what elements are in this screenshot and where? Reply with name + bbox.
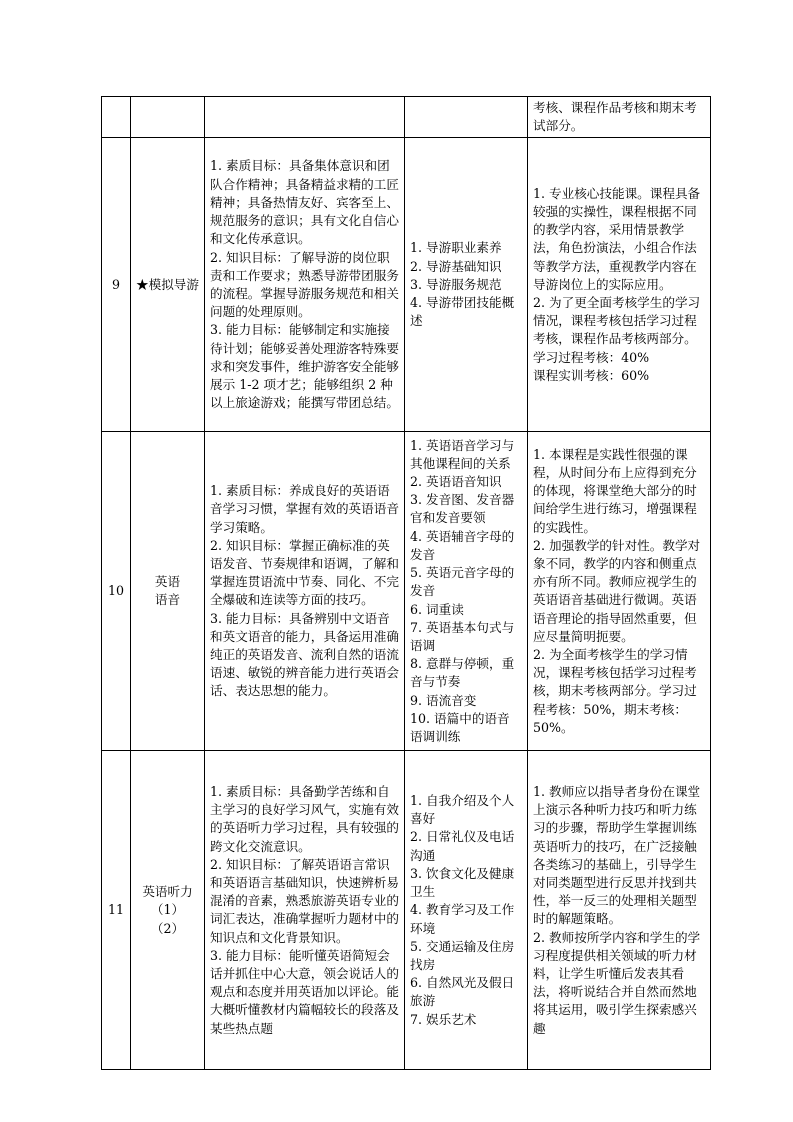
row-number-text: 11 <box>107 902 125 918</box>
course-name-line: （2） <box>150 920 185 936</box>
row-number-cell <box>102 751 131 1070</box>
teaching-requirements-line: 2. 教师按所学内容和学生的学习程度提供相关领域的听力材料，让学生听懂后发表其看法，将听说结合并自然而然地将其运用，吸引学生探索感兴趣 <box>533 929 701 1036</box>
teaching-requirements-cell <box>528 432 711 751</box>
table-row <box>102 97 711 138</box>
course-name-line: 英语听力 <box>142 884 193 900</box>
course-content-line: 10. 语篇中的语音语调训练 <box>410 710 510 744</box>
teaching-requirements-line: 1. 专业核心技能课。课程具备较强的实操性，课程根据不同的教学内容，采用情景教学法，角色扮演法，小组合作法等教学方法，重视教学内容在导游岗位上的实际应用。 <box>533 185 701 292</box>
course-content-line: 4. 英语辅音字母的发音 <box>410 528 515 562</box>
course-table <box>101 96 711 1070</box>
teaching-requirements-line: 1. 本课程是实践性很强的课程，从时间分布上应得到充分的体现，将课堂绝大部分的时间给学生进行练习，增强课程的实践性。 <box>533 446 697 535</box>
course-content-cell <box>405 97 528 138</box>
row-number-cell <box>102 432 131 751</box>
course-content-line: 4. 导游带团技能概述 <box>410 295 515 329</box>
course-objectives-line: 1. 素质目标：具备集体意识和团队合作精神；具备精益求精的工匠精神；具备热情友好、宾客至上、规范服务的意识；具有文化自信心和文化传承意识。 <box>210 158 399 247</box>
teaching-requirements-cell <box>528 97 711 138</box>
row-number-cell <box>102 138 131 432</box>
course-content-line: 7. 英语基本句式与语调 <box>410 619 515 653</box>
teaching-requirements-line: 2. 为全面考核学生的学习情况，课程考核包括学习过程考核，期末考核两部分。学习过程考核：50%，期末考核：50%。 <box>533 647 697 735</box>
course-objectives-cell <box>205 138 405 432</box>
course-content-line: 6. 自然风光及假日旅游 <box>410 975 515 1009</box>
teaching-requirements-cell <box>528 751 711 1070</box>
course-content-cell <box>405 138 528 432</box>
course-content-line: 1. 英语语音学习与其他课程间的关系 <box>410 437 515 471</box>
course-objectives-line: 2. 知识目标：了解英语语言常识和英语语言基础知识，快速辨析易混淆的音素，熟悉旅游英语专业的词汇表达，准确掌握听力题材中的知识点和文化背景知识。 <box>210 856 399 945</box>
table-row <box>102 138 711 432</box>
course-objectives-line: 2. 知识目标：了解导游的岗位职责和工作要求；熟悉导游带团服务的流程。掌握导游服务规范和相关问题的处理原则。 <box>210 249 399 320</box>
teaching-requirements-line: 1. 教师应以指导者身份在课堂上演示各种听力技巧和听力练习的步骤，帮助学生掌握训练英语听力的技巧，在广泛接触各类练习的基础上，引导学生对同类题型进行反思并找到共性，举一反三的处理相关题型时的解题策略。 <box>533 783 701 927</box>
course-name-line: 语音 <box>154 592 181 608</box>
course-content-line: 5. 交通运输及住房找房 <box>410 938 515 972</box>
row-number-cell <box>102 97 131 138</box>
course-objectives-cell <box>205 97 405 138</box>
table-row <box>102 751 711 1070</box>
course-content-line: 7. 娱乐艺术 <box>410 1011 477 1027</box>
course-content-line: 2. 英语语音知识 <box>410 474 502 490</box>
course-content-line: 3. 导游服务规范 <box>410 276 502 292</box>
course-content-line: 2. 导游基础知识 <box>410 258 502 274</box>
row-number-text: 10 <box>107 583 125 599</box>
teaching-requirements-line: 2. 为了更全面考核学生的学习情况，课程考核包括学习过程考核，课程作品考核两部分。学习过程考核：40% <box>533 295 701 365</box>
course-content-cell <box>405 432 528 751</box>
course-objectives-line: 1. 素质目标：养成良好的英语语音学习习惯，掌握有效的英语语音学习策略。 <box>210 483 399 535</box>
teaching-requirements-cell <box>528 138 711 432</box>
course-objectives-line: 1. 素质目标：具备勤学苦练和自主学习的良好学习风气，实施有效的英语听力学习过程，具有较强的跨文化交流意识。 <box>210 783 399 854</box>
teaching-requirements-line: 考核、课程作品考核和期末考试部分。 <box>533 100 697 134</box>
course-name-line: 英语 <box>154 574 181 590</box>
course-objectives-cell <box>205 432 405 751</box>
teaching-requirements-line: 课程实训考核：60% <box>533 367 650 383</box>
course-content-line: 2. 日常礼仪及电话沟通 <box>410 829 515 863</box>
course-content-line: 3. 饮食文化及健康卫生 <box>410 865 515 900</box>
course-name-cell <box>131 751 205 1070</box>
row-number-text: 9 <box>111 276 120 292</box>
course-content-cell <box>405 751 528 1070</box>
course-content-line: 4. 教育学习及工作环境 <box>410 902 515 936</box>
course-content-line: 6. 词重读 <box>410 601 464 617</box>
course-content-line: 9. 语流音变 <box>410 692 477 708</box>
course-name-cell <box>131 97 205 138</box>
course-name-line: ★模拟导游 <box>136 276 199 292</box>
course-objectives-line: 3. 能力目标：能够制定和实施接待计划；能够妥善处理游客特殊要求和突发事件，维护游客安全能够展示 1-2 项才艺；能够组织 2 种以上旅途游戏；能撰写带团总结。 <box>210 322 399 411</box>
course-content-line: 5. 英语元音字母的发音 <box>410 565 515 599</box>
course-objectives-line: 2. 知识目标：掌握正确标准的英语发音、节奏规律和语调，了解和掌握连贯语流中节奏、同化、不完全爆破和连读等方面的技巧。 <box>210 537 399 608</box>
course-name-line: （1） <box>150 902 185 918</box>
course-name-cell <box>131 432 205 751</box>
course-content-line: 3. 发音图、发音器官和发音要领 <box>410 492 515 526</box>
course-objectives-line: 3. 能力目标：能听懂英语简短会话并抓住中心大意，领会说话人的观点和态度并用英语加以评论。能大概听懂教材内篇幅较长的段落及某些热点题 <box>210 947 399 1036</box>
course-content-line: 1. 导游职业素养 <box>410 240 502 256</box>
table-row <box>102 432 711 751</box>
course-content-line: 8. 意群与停顿，重音与节奏 <box>410 656 515 690</box>
teaching-requirements-line: 2. 加强教学的针对性。教学对象不同，教学的内容和侧重点亦有所不同。教师应视学生的英语语音基础进行微调。英语语音理论的指导固然重要，但应尽量简明扼要。 <box>533 537 701 644</box>
course-name-cell <box>131 138 205 432</box>
course-objectives-line: 3. 能力目标：具备辨别中文语音和英文语音的能力，具备运用准确纯正的英语发音、流利自然的语流语速、敏锐的辨音能力进行英语会话、表达思想的能力。 <box>210 610 399 699</box>
course-objectives-cell <box>205 751 405 1070</box>
course-content-line: 1. 自我介绍及个人喜好 <box>410 793 515 827</box>
